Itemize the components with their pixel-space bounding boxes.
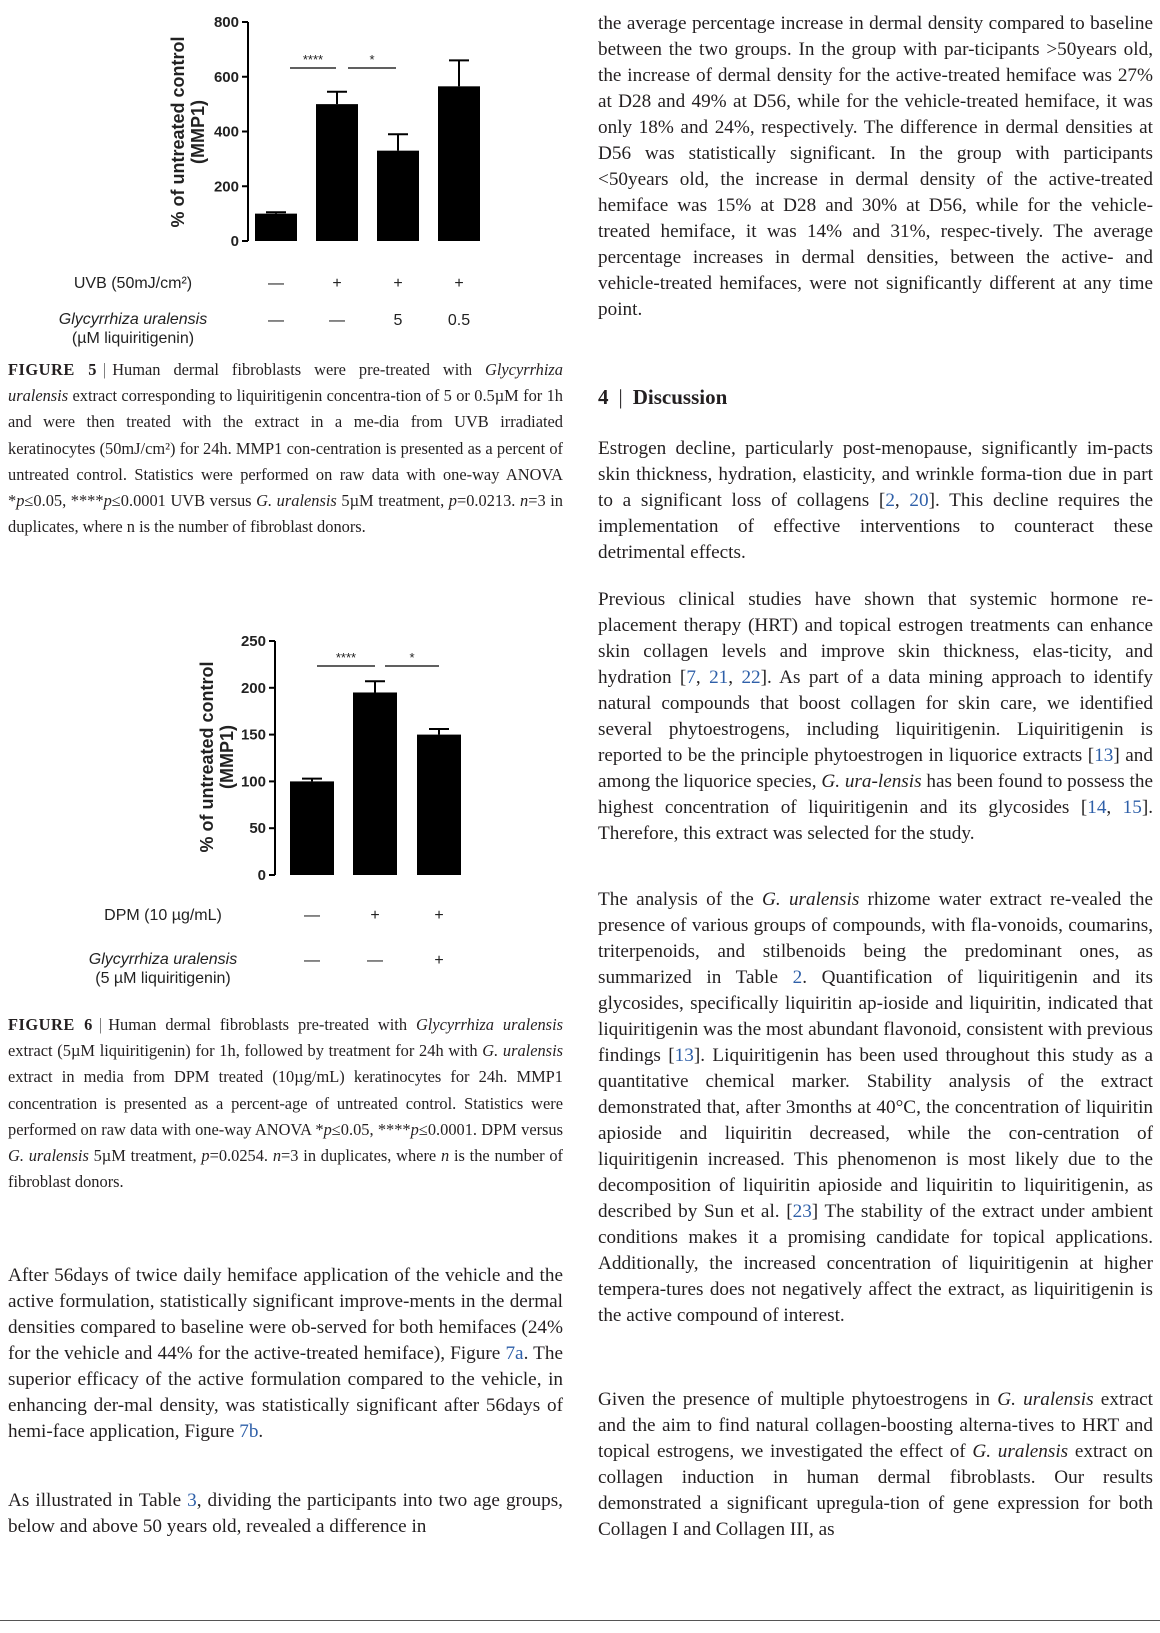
figure-5-label: FIGURE 5 — [8, 360, 97, 379]
condition-value: 5 — [393, 312, 403, 329]
condition-label: UVB (50mJ/cm²) — [73, 275, 193, 292]
ref-link[interactable]: 13 — [1094, 745, 1114, 766]
bar — [290, 781, 334, 875]
y-axis-label-line-2: (MMP1) — [217, 725, 237, 789]
ref-link[interactable]: 20 — [909, 490, 929, 511]
condition-label: (µM liquiritigenin) — [71, 330, 195, 347]
results-paragraph-3: the average percentage increase in dermal density compared to baseline between the two groups. In the group with par-ticipants >50years old, the increase of dermal density for the active-treated hemiface was 27% at D28 and 49% at D56, while for the vehicle-treated hemiface, it was only 18% and 24%, respectively. The difference in dermal densities at D56 was statistically significant. In the group with participants <50years old, the increase in dermal density of the active-treated hemiface was 15% at D28 and 30% at D56, while for the vehicle-treated hemiface, it was 14% and 31%, respec-tively. The average percentage increases in dermal densities, between the active- and vehicle-treated hemifaces, were not significantly different at any time point. — [598, 13, 1153, 320]
discussion-paragraph-3: The analysis of the G. uralensis rhizome water extract re-vealed the presence of various groups of compounds, with fla-vonoids, coumarins, triterpenoids, and stilbenoids being the predominant ones, as summarized in Table 2. Quantification of liquiritigenin and its glycosides, specifically liquiritin ap-ioside and liquiritin, indicated that liquiritigenin was the most abundant flavonoid, consistent with previous findings [13]. Liquiritigenin has been used throughout this study as a quantitative chemical marker. Stability analysis of the extract demonstrated that, after 3months at 40°C, the concentration of liquiritin apioside and liquiritin decreased, while the con-centration of liquiritigenin increased. This phenomenon is most likely due to the decomposition of liquiritin apioside and liquiritin to liquiritigenin, as described by Sun et al. [23] The stability of the extract under ambient conditions makes it a promising candidate for topical applications. Additionally, the increased concentration of liquiritigenin at higher tempera-tures does not negatively affect the extract, as liquiritigenin is the active compound of interest. — [598, 889, 1153, 1326]
ref-link[interactable]: 23 — [792, 1201, 812, 1222]
bar — [377, 151, 419, 241]
ref-link[interactable]: 15 — [1122, 797, 1142, 818]
bar — [316, 104, 358, 241]
y-axis-label-line-1: % of untreated control — [197, 661, 217, 853]
figure-5-svg — [8, 0, 563, 360]
condition-value: + — [454, 275, 464, 292]
condition-value: + — [370, 907, 380, 924]
y-tick-label: 250 — [240, 633, 266, 650]
y-tick-label: 100 — [240, 773, 266, 791]
significance-label: * — [369, 52, 375, 67]
figure-6-svg — [8, 622, 563, 1012]
figure-5-chart — [8, 0, 563, 360]
significance-label: **** — [335, 650, 357, 665]
y-axis-label-line-2: (MMP1) — [188, 100, 208, 164]
bar — [438, 86, 480, 241]
condition-label: DPM (10 µg/mL) — [104, 907, 222, 924]
y-tick-label: 200 — [213, 178, 239, 196]
y-tick-label: 0 — [230, 233, 239, 250]
significance-label: * — [409, 650, 415, 665]
condition-label: (5 µM liquiritigenin) — [95, 970, 231, 987]
y-tick-label: 50 — [249, 820, 266, 838]
discussion-paragraph-2: Previous clinical studies have shown that systemic hormone re-placement therapy (HRT) and topical estrogen treatments can enhance skin collagen levels and improve skin thickness, elas-ticity, and hydration [7, 21, 22]. As part of a data mining approach to identify natural compounds that boost collagen for skin care, we identified several phytoestrogens, including liquiritigenin. Liquiritigenin is reported to be the principle phytoestrogen in liquorice extracts [13] and among the liquorice species, G. ura-lensis has been found to possess the highest concentration of liquiritigenin and its glycosides [14, 15]. Therefore, this extract was selected for the study. — [598, 589, 1154, 844]
condition-label-italic: Glycyrrhiza uralensis — [88, 951, 238, 968]
ref-link[interactable]: 2 — [885, 490, 895, 511]
condition-value: — — [367, 952, 383, 969]
figure-6-caption: FIGURE 6 | Human dermal fibroblasts pre-treated with Glycyrrhiza uralensis extract (5µM liquiritigenin) for 1h, followed by treatment for 24h with G. uralensis extract in media from DPM treated (10µg/mL) keratinocytes for 24h. MMP1 concentration is presented as a percent-age of untreated control. Statistics were performed on raw data with one-way ANOVA *p≤0.05, ****p≤0.0001. DPM versus G. uralensis 5µM treatment, p=0.0254. n=3 in duplicates, where n is the number of fibroblast donors. — [8, 1015, 564, 1192]
figure-6-chart — [8, 622, 563, 1012]
ref-link[interactable]: 21 — [709, 667, 729, 688]
condition-value: — — [329, 312, 345, 329]
table-2-link[interactable]: 2 — [792, 967, 803, 988]
condition-value: — — [304, 907, 320, 924]
significance-label: **** — [302, 52, 324, 67]
ref-link[interactable]: 7 — [686, 667, 696, 688]
page-bottom-rule — [0, 1620, 1160, 1621]
y-axis-label — [168, 36, 208, 227]
y-tick-label: 0 — [257, 867, 266, 884]
figure-7b-link[interactable]: 7b — [239, 1421, 259, 1442]
condition-value: + — [393, 275, 403, 292]
condition-value: — — [268, 312, 284, 329]
results-paragraph-2: As illustrated in Table 3, dividing the participants into two age groups, below and above 50 years old, revealed a difference in — [8, 1490, 563, 1537]
condition-value: + — [332, 275, 342, 292]
y-axis-label-line-1: % of untreated control — [168, 36, 188, 228]
y-tick-label: 200 — [240, 679, 266, 697]
condition-value: 0.5 — [447, 312, 471, 329]
bar — [417, 735, 461, 875]
ref-link[interactable]: 22 — [741, 667, 761, 688]
results-paragraph-1: After 56days of twice daily hemiface application of the vehicle and the active formulation, statistically significant improve-ments in the dermal densities compared to baseline were ob-served for both hemifaces (24% for the vehicle and 44% for the active-treated hemiface), Figure 7a. The superior efficacy of the active formulation compared to the vehicle, in enhancing der-mal density, was statistically significant after 56days of hemi-face application, Figure 7b. — [8, 1265, 563, 1442]
condition-value: — — [304, 952, 320, 969]
discussion-paragraph-1: Estrogen decline, particularly post-menopause, significantly im-pacts skin thickness, hydration, elasticity, and wrinkle forma-tion due in part to a significant loss of collagens [2, 20]. This decline requires the implementation of effective interventions to counteract these detrimental effects. — [598, 438, 1153, 563]
table-3-link[interactable]: 3 — [187, 1490, 197, 1511]
ref-link[interactable]: 14 — [1087, 797, 1107, 818]
bar — [353, 692, 397, 875]
ref-link[interactable]: 13 — [674, 1045, 694, 1066]
figure-6-label: FIGURE 6 — [8, 1015, 93, 1034]
discussion-paragraph-4: Given the presence of multiple phytoestrogens in G. uralensis extract and the aim to find natural collagen-boosting alterna-tives to HRT and topical estrogens, we investigated the effect of G. uralensis extract on collagen induction in human dermal fibroblasts. Our results demonstrated a significant upregula-tion of gene expression for both Collagen I and Collagen III, as — [598, 1389, 1153, 1540]
y-tick-label: 600 — [213, 68, 239, 86]
y-axis-label — [197, 661, 237, 852]
condition-value: + — [434, 907, 444, 924]
y-tick-label: 150 — [240, 726, 266, 744]
figure-5-caption: FIGURE 5 | Human dermal fibroblasts were pre-treated with Glycyrrhiza uralensis extract corresponding to liquiritigenin concentra-tion of 5 or 0.5µM for 1h and were then treated with the extract in a me-dia from UVB irradiated keratinocytes (50mJ/cm²) for 24h. MMP1 con-centration is presented as a percent of untreated control. Statistics were performed on raw data with one-way ANOVA *p≤0.05, ****p≤0.0001 UVB versus G. uralensis 5µM treatment, p=0.0213. n=3 in duplicates, where n is the number of fibroblast donors. — [8, 360, 563, 537]
y-tick-label: 400 — [213, 123, 239, 141]
bar — [255, 214, 297, 241]
condition-label-italic: Glycyrrhiza uralensis — [58, 311, 208, 328]
y-tick-label: 800 — [213, 14, 239, 31]
condition-value: + — [434, 952, 444, 969]
section-heading-discussion: 4 | Discussion — [598, 385, 728, 409]
figure-7a-link[interactable]: 7a — [505, 1343, 524, 1364]
condition-value: — — [268, 275, 284, 292]
